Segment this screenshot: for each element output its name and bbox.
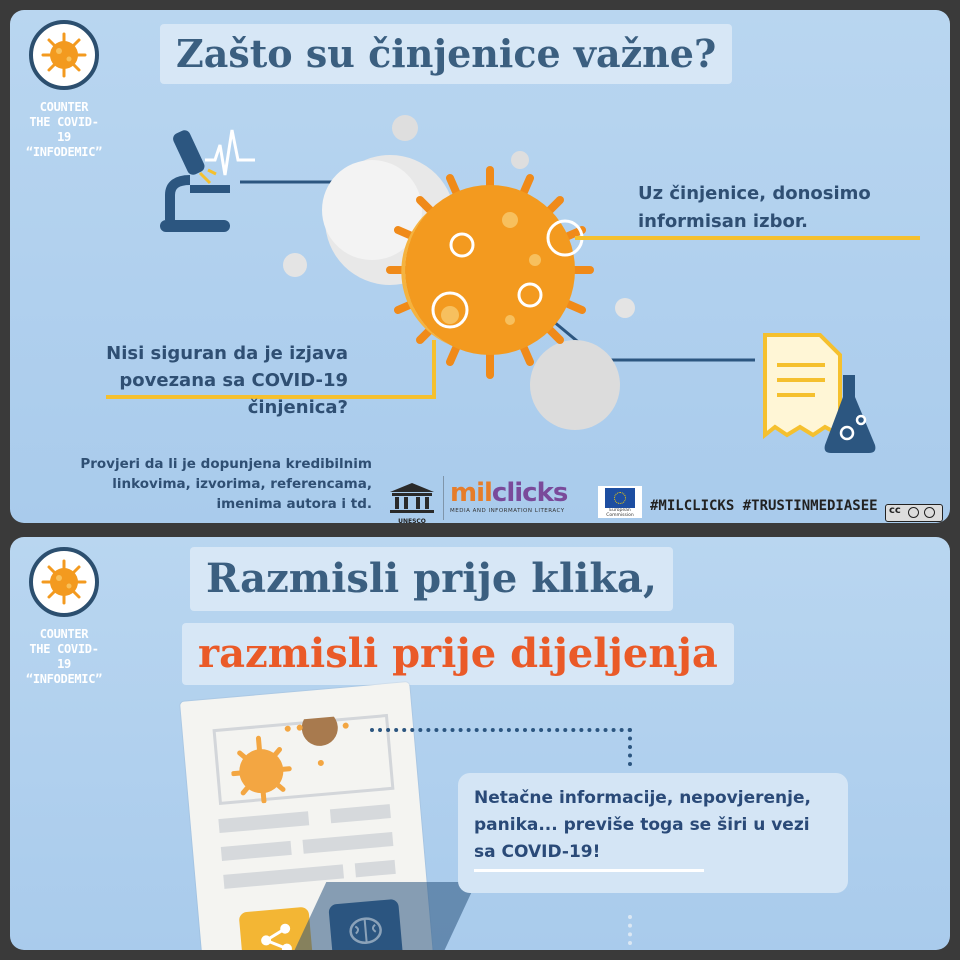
callout-line-3: sa COVID-19! — [474, 842, 601, 862]
page-title: Zašto su činjenice važne? — [160, 24, 732, 84]
brand-line-2: THE COVID-19 — [29, 115, 99, 144]
eu-logo — [598, 486, 642, 518]
cc-license-badge — [885, 504, 943, 522]
highlight-line-right — [575, 236, 920, 240]
panel-why-facts-matter — [10, 10, 950, 523]
footer-divider — [443, 476, 444, 520]
clicks-wordmark: clicks — [491, 478, 568, 508]
question-line-1: Nisi siguran da je izjava — [106, 343, 348, 364]
check-sources-text — [28, 454, 372, 514]
brand-line-3: “INFODEMIC” — [25, 145, 103, 159]
virus-logo-icon — [29, 20, 99, 90]
article-text-line — [302, 832, 393, 854]
document-flask-icon — [765, 335, 875, 453]
temple-icon — [388, 482, 436, 514]
misinformation-callout — [458, 773, 848, 893]
mil-subtitle: MEDIA AND INFORMATION LITERACY — [450, 508, 565, 514]
brand-2-line-2: THE COVID-19 — [29, 642, 99, 671]
check-line-2: linkovima, izvorima, referencama, — [112, 476, 372, 492]
question-text — [70, 340, 348, 421]
facts-line-1: Uz činjenice, donosimo — [638, 183, 871, 204]
eu-label: European Commission — [606, 508, 634, 518]
by-icon — [908, 507, 919, 518]
highlight-line-left-vertical — [432, 340, 436, 399]
brand-block-2 — [24, 547, 104, 687]
dotted-connector-h — [370, 728, 632, 732]
milclicks-logo — [450, 478, 580, 514]
facts-line-2: informisan izbor. — [638, 211, 808, 232]
sa-icon — [924, 507, 935, 518]
unesco-logo — [388, 482, 436, 522]
callout-line-1: Netačne informacije, nepovjerenje, — [474, 788, 811, 808]
brand-line-1: COUNTER — [39, 100, 89, 114]
dotted-connector-v — [628, 728, 632, 766]
question-line-2: povezana sa COVID-19 — [119, 370, 348, 391]
check-line-1: Provjeri da li je dopunjena kredibilnim — [80, 456, 372, 472]
check-line-3: imenima autora i td. — [216, 496, 372, 512]
article-text-line — [221, 841, 292, 861]
article-text-line — [355, 860, 396, 877]
title-think-before-click: Razmisli prije klika, — [190, 547, 673, 611]
question-line-3: činjenica? — [247, 397, 348, 418]
cc-label: cc — [889, 505, 901, 516]
dotted-connector-lower — [628, 915, 632, 945]
brand-block — [24, 20, 104, 160]
hashtags: #MILCLICKS #TRUSTINMEDIASEE — [650, 498, 878, 514]
article-text-line — [218, 811, 309, 833]
article-virus-icon — [227, 715, 363, 806]
facts-choice-text — [638, 180, 871, 236]
brand-2-line-1: COUNTER — [39, 627, 89, 641]
cursor-hand-shadow — [294, 882, 477, 950]
callout-line-2: panika... previše toga se širi u vezi — [474, 815, 810, 835]
microscope-icon — [160, 128, 255, 232]
eu-flag-icon — [605, 488, 635, 508]
brand-2-line-3: “INFODEMIC” — [25, 672, 103, 686]
unesco-label: UNESCO — [398, 518, 426, 523]
virus-logo-icon-2 — [29, 547, 99, 617]
title-think-before-share: razmisli prije dijeljenja — [182, 623, 734, 685]
mil-wordmark: mil — [450, 478, 492, 508]
panel-think-before-sharing — [10, 537, 950, 950]
callout-underline — [474, 869, 704, 872]
article-text-line — [330, 804, 391, 823]
